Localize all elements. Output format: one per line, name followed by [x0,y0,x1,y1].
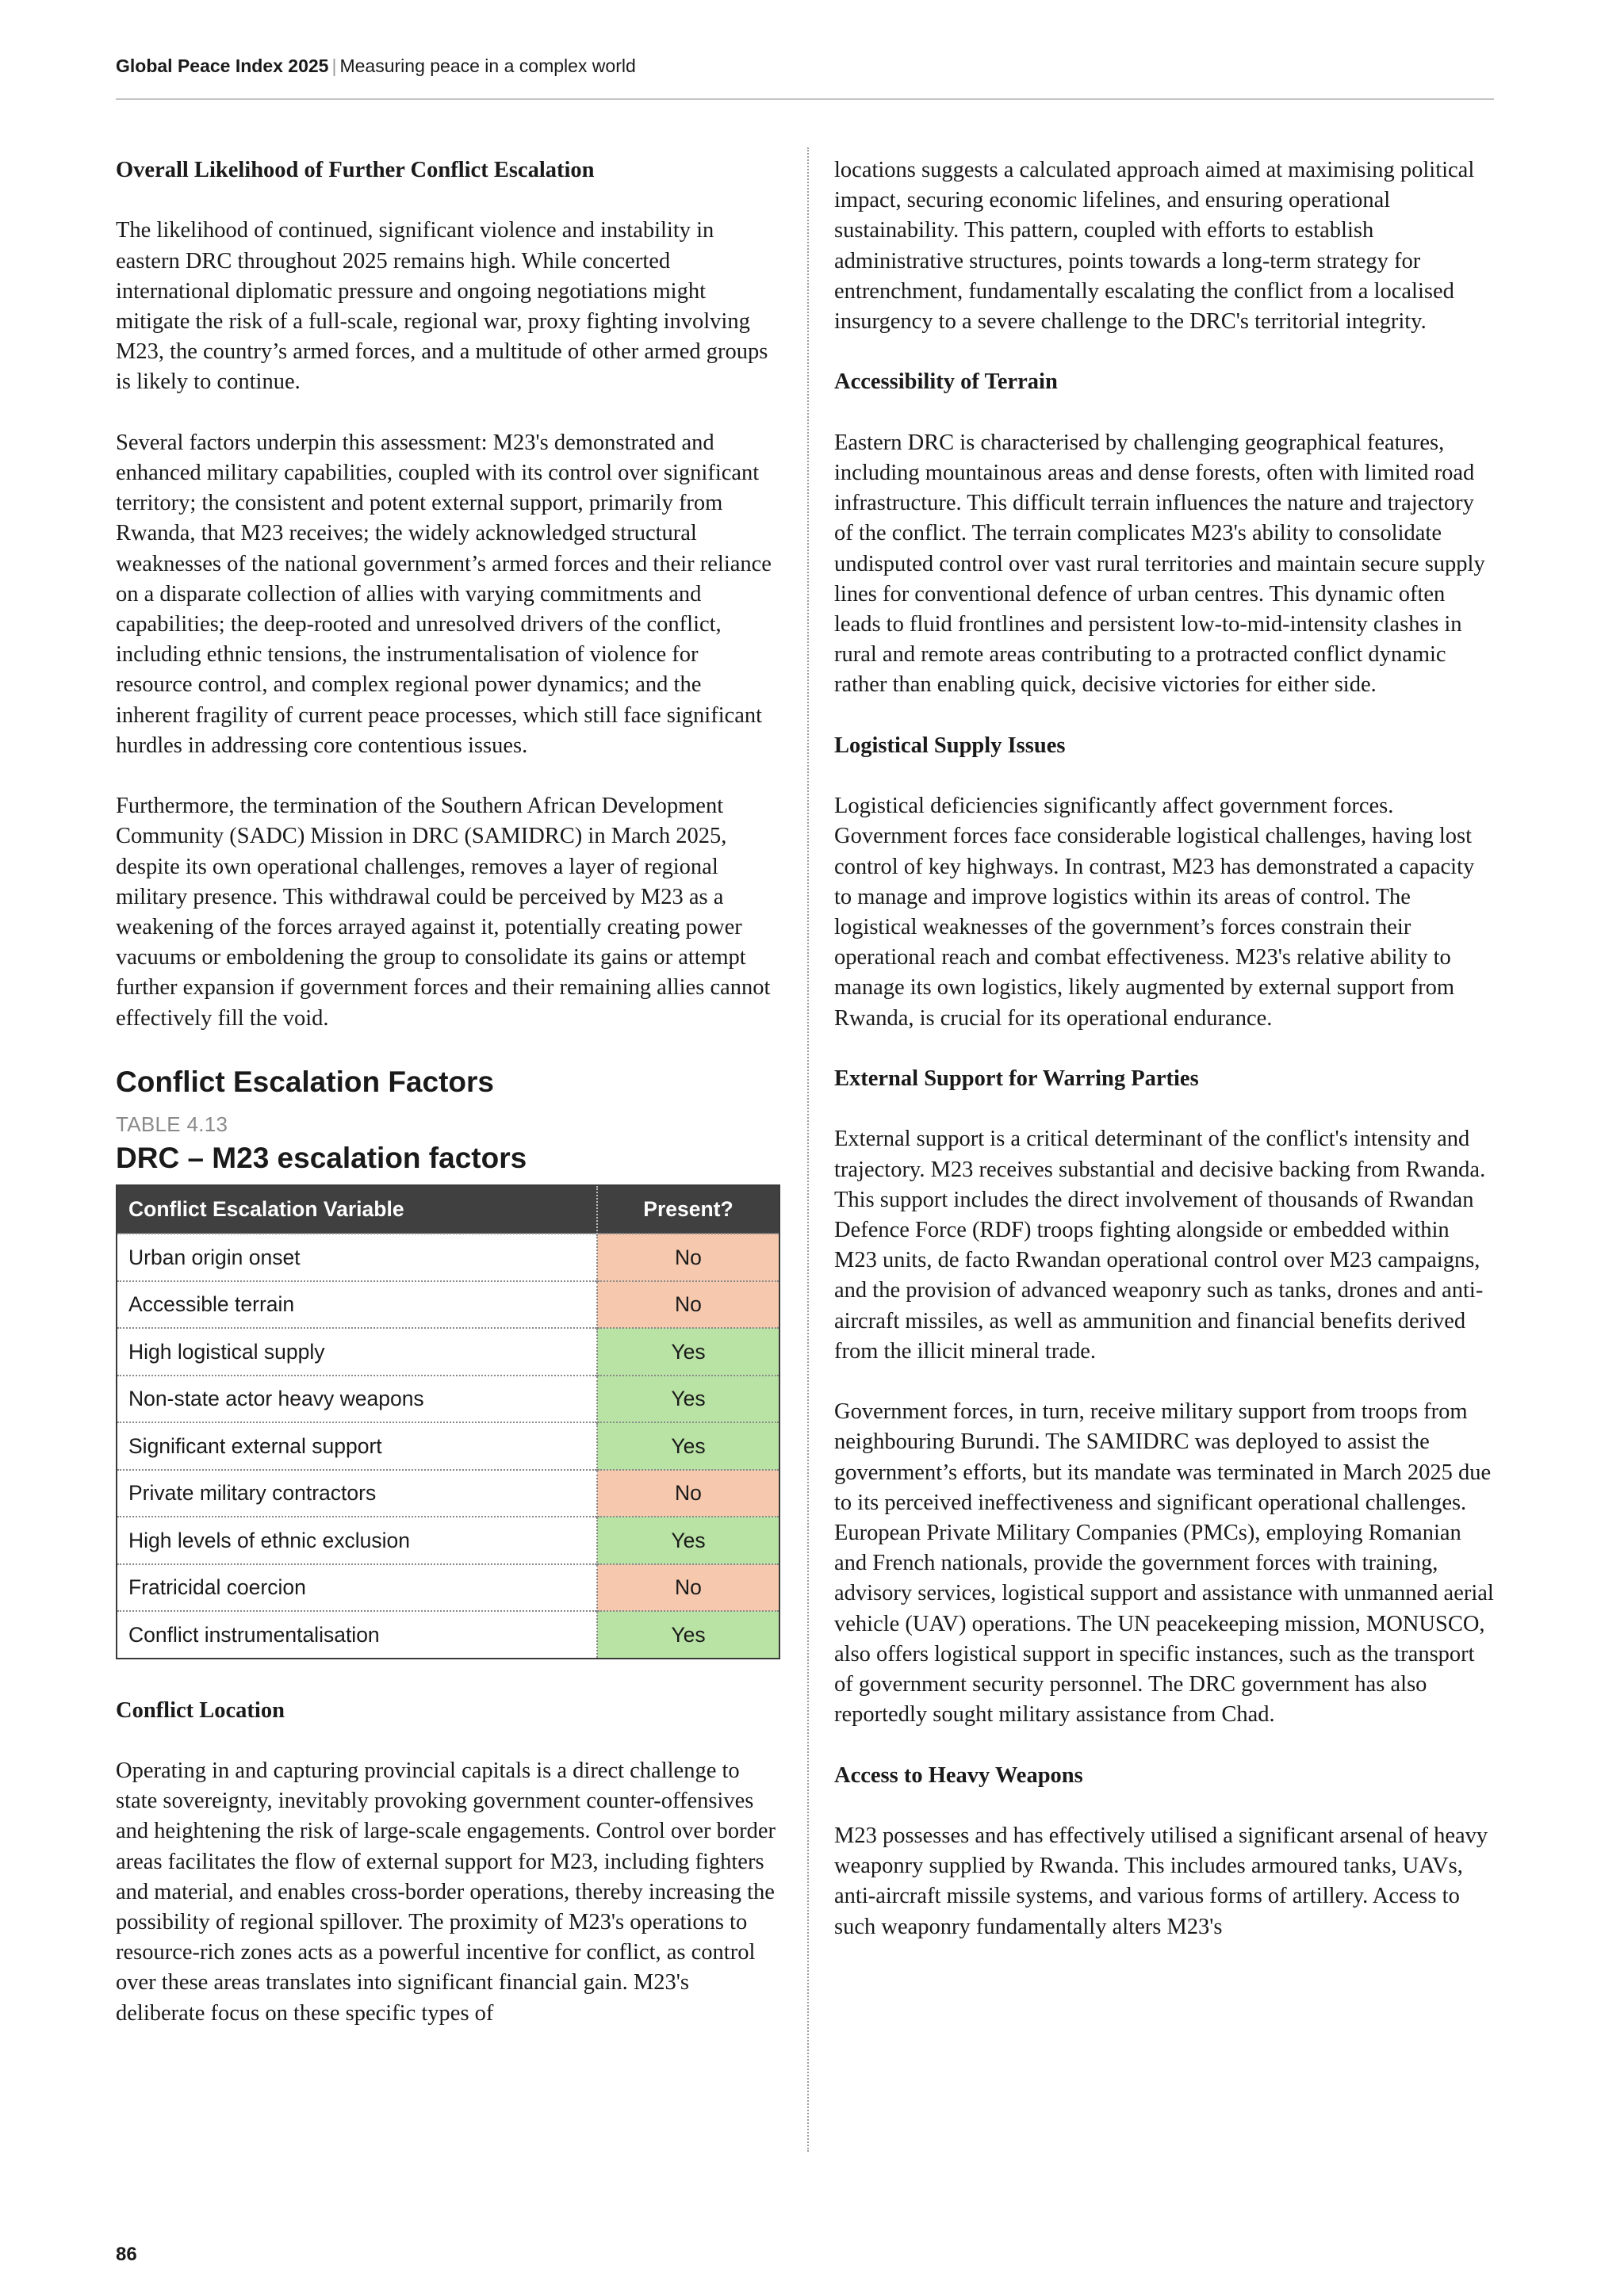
left-column [116,155,780,2059]
escalation-factors-table [116,1184,780,1659]
heading-conflict-location: Conflict Location [116,1697,285,1723]
paragraph: M23 possesses and has effectively utilised a significant arsenal of heavy weaponry supplied by Rwanda. This includes armoured tanks, UAVs, anti-aircraft missile systems, and various forms of artillery. Access to such weaponry fundamentally alters M23's [834,1823,1488,1939]
column-header-variable: Conflict Escalation Variable [117,1185,597,1234]
table-header-row [117,1185,779,1234]
right-column [834,155,1496,1973]
header-separator: | [331,55,337,76]
table-row [117,1281,779,1329]
variable-cell: Accessible terrain [117,1281,597,1329]
section-title: Conflict Escalation Factors [116,1066,494,1099]
table-row [117,1517,779,1564]
heading-external-support: External Support for Warring Parties [834,1066,1199,1092]
column-divider [807,147,809,2152]
paragraph: Eastern DRC is characterised by challenging geographical features, including mountainous areas and dense forests, often with limited road infrastructure. This difficult terrain influences the nature and trajectory of the conflict. The terrain complicates M23's ability to consolidate undisputed control over vast rural territories and maintain secure supply lines for conventional defence of urban centres. This dynamic often leads to fluid frontlines and persistent low-to-mid-intensity clashes in rural and remote areas contributing to a protracted conflict dynamic rather than enabling quick, decisive victories for either side. [834,430,1485,698]
variable-cell: Urban origin onset [117,1234,597,1281]
table-row [117,1470,779,1517]
header-brand: Global Peace Index 2025 [116,55,329,76]
present-cell: No [597,1234,779,1281]
paragraph: locations suggests a calculated approach aimed at maximising political impact, securing economic lifelines, and ensuring operational sustainability. This pattern, coupled with efforts to establish administrative structures, points towards a long-term strategy for entrenchment, fundamentally escalating the conflict from a localised insurgency to a severe challenge to the DRC's territorial integrity. [834,158,1475,335]
paragraph: Several factors underpin this assessment: M23's demonstrated and enhanced military capabilities, coupled with its control over significant territory; the consistent and potent external support, primarily from Rwanda, that M23 receives; the widely acknowledged structural weaknesses of the national government’s armed forces and their reliance on a disparate collection of allies with varying commitments and capabilities; the deep-rooted and unresolved drivers of the conflict, including ethnic tensions, the instrumentalisation of violence for resource control, and complex regional power dynamics; and the inherent fragility of current peace processes, which still face significant hurdles in addressing core contentious issues. [116,430,772,758]
column-header-present: Present? [597,1185,779,1234]
table-row [117,1376,779,1423]
variable-cell: Conflict instrumentalisation [117,1611,597,1659]
table-row [117,1422,779,1470]
paragraph: Logistical deficiencies significantly affect government forces. Government forces face considerable logistical challenges, having lost control of key highways. In contrast, M23 has demonstrated a capacity to manage and improve logistics within its areas of control. The logistical weaknesses of the government’s forces constrain their operational reach and combat effectiveness. M23's relative ability to manage its own logistics, likely augmented by external support from Rwanda, is crucial for its operational endurance. [834,794,1475,1031]
heading-heavy-weapons: Access to Heavy Weapons [834,1762,1083,1788]
table-title: DRC – M23 escalation factors [116,1142,527,1175]
paragraph: Furthermore, the termination of the Southern African Development Community (SADC) Mission in DRC (SAMIDRC) in March 2025, despite its own operational challenges, removes a layer of regional military presence. This withdrawal could be perceived by M23 as a weakening of the forces arrayed against it, potentially creating power vacuums or emboldening the group to consolidate its gains or attempt further expansion if government forces and their remaining allies cannot effectively fill the void. [116,794,771,1031]
present-cell: Yes [597,1517,779,1564]
present-cell: Yes [597,1376,779,1423]
present-cell: No [597,1281,779,1329]
header-subtitle: Measuring peace in a complex world [339,55,636,76]
paragraph: Operating in and capturing provincial capitals is a direct challenge to state sovereignty, inevitably provoking government counter-offensives and heightening the risk of large-scale engagements. Control over border areas facilitates the flow of external support for M23, including fighters and material, and enables cross-border operations, thereby increasing the possibility of regional spillover. The proximity of M23's operations to resource-rich zones acts as a powerful incentive for conflict, as control over these areas translates into significant financial gain. M23's deliberate focus on these specific types of [116,1758,776,2026]
heading-escalation-likelihood: Overall Likelihood of Further Conflict Escalation [116,158,595,182]
heading-accessibility-terrain: Accessibility of Terrain [834,369,1058,395]
table-label: TABLE 4.13 [116,1112,228,1137]
present-cell: Yes [597,1328,779,1376]
paragraph: External support is a critical determinant of the conflict's intensity and trajectory. M23 receives substantial and decisive backing from Rwanda. This support includes the direct involvement of thousands of Rwandan Defence Force (RDF) troops fighting alongside or embedded within M23 units, de facto Rwandan operational control over M23 campaigns, and the provision of advanced weaponry such as tanks, drones and anti-aircraft missiles, as well as ammunition and financial benefits derived from the illicit mineral trade. [834,1127,1486,1364]
page-number: 86 [116,2244,137,2265]
variable-cell: High logistical supply [117,1328,597,1376]
variable-cell: Significant external support [117,1422,597,1470]
table-row [117,1328,779,1376]
present-cell: No [597,1564,779,1612]
variable-cell: Fratricidal coercion [117,1564,597,1612]
variable-cell: Non-state actor heavy weapons [117,1376,597,1423]
heading-logistical-supply: Logistical Supply Issues [834,733,1066,758]
present-cell: Yes [597,1611,779,1659]
present-cell: No [597,1470,779,1517]
paragraph: The likelihood of continued, significant violence and instability in eastern DRC throughout 2025 remains high. While concerted international diplomatic pressure and ongoing negotiations might mitigate the risk of a full-scale, regional war, proxy fighting involving M23, the country’s armed forces, and a multitude of other armed groups is likely to continue. [116,218,768,395]
variable-cell: Private military contractors [117,1470,597,1517]
page-header [116,55,1494,100]
table-row [117,1234,779,1281]
table-row [117,1611,779,1659]
paragraph: Government forces, in turn, receive military support from troops from neighbouring Burundi. The SAMIDRC was deployed to assist the government’s efforts, but its mandate was terminated in March 2025 due to its perceived ineffectiveness and significant operational challenges. European Private Military Companies (PMCs), employing Romanian and French nationals, provide the government forces with training, advisory services, logistical support and assistance with unmanned aerial vehicle (UAV) operations. The UN peacekeeping mission, MONUSCO, also offers logistical support in specific instances, such as the transport of government security personnel. The DRC government has also reportedly sought military assistance from Chad. [834,1399,1494,1728]
variable-cell: High levels of ethnic exclusion [117,1517,597,1564]
present-cell: Yes [597,1422,779,1470]
table-row [117,1564,779,1612]
